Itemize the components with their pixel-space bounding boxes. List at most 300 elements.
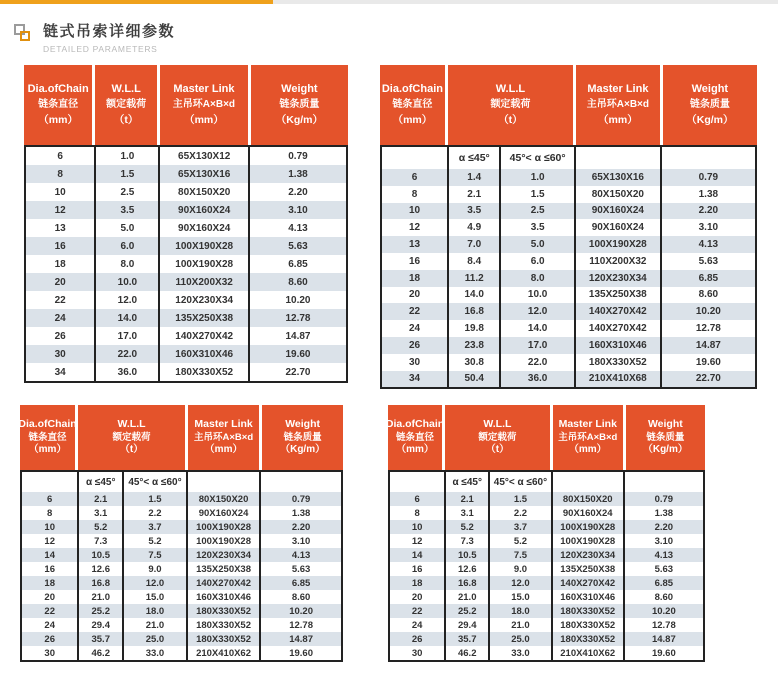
table-cell: 120X230X34 — [188, 548, 261, 562]
column-header-text: （mm） — [204, 444, 243, 456]
table-cell: 90X160X24 — [576, 203, 662, 220]
table-cell: 17.0 — [96, 327, 160, 345]
table-cell: 100X190X28 — [188, 534, 261, 548]
table-cell: 14.87 — [651, 633, 676, 645]
table-cell: 2.20 — [654, 521, 674, 533]
table-cell: 12 — [390, 534, 446, 548]
table-row — [26, 201, 346, 219]
table-cell: 12.6 — [79, 562, 124, 576]
column-header-text: （mm） — [38, 113, 78, 126]
subheader-cell: α ≤45° — [449, 147, 501, 169]
column-header-text: 额定载荷 — [490, 99, 531, 111]
table-cell: 10.5 — [79, 548, 124, 562]
table-cell: 19.60 — [651, 647, 676, 659]
wll-angle-subheader-row — [390, 472, 703, 492]
table-row — [26, 309, 346, 327]
table-body — [24, 145, 348, 383]
column-header-text: 链条质量 — [279, 99, 320, 111]
table-cell: 120X230X34 — [576, 270, 662, 287]
table-row — [382, 253, 755, 270]
column-header-text: 额定载荷 — [106, 99, 147, 111]
table-cell: 0.79 — [288, 150, 308, 162]
table-cell: 21.0 — [490, 618, 553, 632]
table-row — [390, 618, 703, 632]
column-header-text: （mm） — [598, 113, 638, 126]
subheader-cell — [261, 472, 341, 492]
table-row — [390, 548, 703, 562]
table-cell: 6 — [26, 147, 96, 165]
column-header-text: 主吊环A×B×d — [558, 431, 618, 443]
table-cell: 4.13 — [698, 239, 719, 251]
subheader-cell — [22, 472, 79, 492]
table-cell: 1.38 — [288, 168, 308, 180]
table-row — [26, 237, 346, 255]
table-cell: 21.0 — [446, 590, 490, 604]
table-cell: 0.79 — [698, 171, 719, 183]
column-header-text: （t） — [113, 113, 139, 126]
table-cell: 1.5 — [490, 492, 553, 506]
table-body — [20, 470, 343, 662]
table-row — [26, 363, 346, 381]
table-cell: 2.5 — [501, 203, 576, 220]
table-cell: 14.0 — [501, 320, 576, 337]
table-cell: 120X230X34 — [553, 548, 625, 562]
table-cell: 7.5 — [124, 548, 188, 562]
table-cell: 2.20 — [698, 205, 719, 217]
table-cell: 16.8 — [449, 303, 501, 320]
table-cell: 3.5 — [96, 201, 160, 219]
table-cell: 30.8 — [449, 354, 501, 371]
table-row — [26, 345, 346, 363]
table-cell: 24 — [22, 618, 79, 632]
table-cell: 2.1 — [446, 492, 490, 506]
table-cell: 17.0 — [501, 337, 576, 354]
table-cell: 14.87 — [285, 330, 311, 342]
column-header-text: （mm） — [28, 444, 67, 456]
table-row — [22, 632, 341, 646]
table-cell: 100X190X28 — [188, 520, 261, 534]
table-body — [388, 470, 705, 662]
table-cell: 3.1 — [446, 506, 490, 520]
table-cell: 2.20 — [291, 521, 311, 533]
wll-angle-subheader-row — [382, 147, 755, 169]
table-cell: 26 — [26, 327, 96, 345]
table-cell: 1.5 — [124, 492, 188, 506]
table-cell: 3.10 — [654, 535, 674, 547]
subheader-cell: α ≤45° — [446, 472, 490, 492]
column-header-3 — [160, 65, 251, 145]
table-cell: 13 — [26, 219, 96, 237]
table-cell: 10.5 — [446, 548, 490, 562]
table-cell: 5.63 — [288, 240, 308, 252]
table-cell: 160X310X46 — [553, 590, 625, 604]
table-cell: 36.0 — [501, 371, 576, 388]
table-cell: 180X330X52 — [188, 604, 261, 618]
table-cell: 80X150X20 — [160, 183, 250, 201]
table-cell: 7.3 — [446, 534, 490, 548]
table-cell: 18 — [382, 270, 449, 287]
table-row — [382, 219, 755, 236]
column-header-text: Master Link — [173, 83, 235, 96]
table-cell: 29.4 — [79, 618, 124, 632]
column-header-text: （Kg/m） — [686, 113, 734, 126]
table-row — [26, 255, 346, 273]
column-header-text: （Kg/m） — [280, 444, 326, 456]
table-row — [382, 371, 755, 388]
table-cell: 180X330X52 — [188, 632, 261, 646]
table-row — [382, 303, 755, 320]
column-header-text: Master Link — [194, 418, 253, 431]
table-cell: 35.7 — [446, 632, 490, 646]
table-row — [390, 576, 703, 590]
table-cell: 1.0 — [96, 147, 160, 165]
column-header-text: Master Link — [587, 83, 649, 96]
table-cell: 22 — [22, 604, 79, 618]
column-header-text: 链条质量 — [283, 431, 322, 443]
table-cell: 100X190X28 — [553, 520, 625, 534]
table-cell: 9.0 — [490, 562, 553, 576]
table-cell: 5.63 — [698, 255, 719, 267]
table-cell: 2.1 — [79, 492, 124, 506]
table-cell: 3.7 — [124, 520, 188, 534]
table-cell: 140X270X42 — [576, 320, 662, 337]
column-header-1 — [24, 65, 95, 145]
table-cell: 90X160X24 — [576, 219, 662, 236]
table-body — [380, 145, 757, 389]
table-row — [26, 273, 346, 291]
table-header-row — [385, 405, 705, 470]
table-cell: 0.79 — [291, 493, 311, 505]
table-row — [22, 646, 341, 660]
table-row — [22, 492, 341, 506]
table-cell: 14.87 — [289, 633, 313, 645]
column-header-text: 主吊环A×B×d — [194, 431, 254, 443]
table-row — [22, 590, 341, 604]
column-header-1 — [380, 65, 448, 145]
table-cell: 8 — [390, 506, 446, 520]
column-header-text: W.L.L — [117, 418, 146, 431]
table-cell: 140X270X42 — [188, 576, 261, 590]
column-header-text: 链条质量 — [689, 99, 730, 111]
overlapping-squares-icon — [14, 24, 34, 46]
table-row — [22, 618, 341, 632]
table-row — [26, 183, 346, 201]
table-cell: 12.78 — [289, 619, 313, 631]
table-cell: 3.10 — [288, 204, 308, 216]
table-cell: 1.0 — [501, 169, 576, 186]
column-header-text: W.L.L — [495, 83, 526, 96]
table-cell: 25.2 — [446, 604, 490, 618]
table-cell: 65X130X16 — [160, 165, 250, 183]
table-cell: 26 — [382, 337, 449, 354]
table-row — [382, 337, 755, 354]
table-cell: 8 — [26, 165, 96, 183]
table-cell: 80X150X20 — [553, 492, 625, 506]
table-cell: 10 — [26, 183, 96, 201]
table-cell: 6.0 — [501, 253, 576, 270]
wll-angle-subheader-row — [22, 472, 341, 492]
table-cell: 8.0 — [96, 255, 160, 273]
table-cell: 5.63 — [654, 563, 674, 575]
table-cell: 20 — [390, 590, 446, 604]
table-cell: 6 — [390, 492, 446, 506]
table-cell: 16 — [26, 237, 96, 255]
table-cell: 160X310X46 — [188, 590, 261, 604]
column-header-4 — [251, 65, 348, 145]
column-header-text: Master Link — [558, 418, 617, 431]
table-cell: 5.0 — [96, 219, 160, 237]
column-header-text: （mm） — [568, 444, 607, 456]
subheader-cell: α ≤45° — [79, 472, 124, 492]
table-cell: 3.10 — [698, 222, 719, 234]
table-cell: 6 — [22, 492, 79, 506]
table-cell: 18.0 — [490, 604, 553, 618]
table-row — [22, 534, 341, 548]
table-cell: 1.38 — [698, 188, 719, 200]
table-cell: 2.1 — [449, 186, 501, 203]
table-cell: 0.79 — [654, 493, 674, 505]
table-cell: 22.70 — [695, 373, 721, 385]
table-cell: 25.0 — [490, 632, 553, 646]
table-cell: 25.0 — [124, 632, 188, 646]
subheader-cell — [662, 147, 755, 169]
table-cell: 14.0 — [96, 309, 160, 327]
table-cell: 180X330X52 — [553, 632, 625, 646]
table-row — [390, 632, 703, 646]
column-header-text: （Kg/m） — [275, 113, 323, 126]
column-header-text: （mm） — [184, 113, 224, 126]
column-header-text: 链条质量 — [646, 431, 685, 443]
table-cell: 12.78 — [285, 312, 311, 324]
table-cell: 8.60 — [698, 289, 719, 301]
page-title: 链式吊索详细参数 — [43, 23, 176, 40]
table-row — [390, 506, 703, 520]
table-row — [22, 562, 341, 576]
table-cell: 18.0 — [124, 604, 188, 618]
table-header-row — [380, 65, 757, 145]
table-cell: 120X230X34 — [160, 291, 250, 309]
table-cell: 12.0 — [96, 291, 160, 309]
table-cell: 12.78 — [651, 619, 676, 631]
table-cell: 30 — [390, 646, 446, 660]
table-row — [382, 203, 755, 220]
table-cell: 4.13 — [291, 549, 311, 561]
column-header-text: 额定载荷 — [112, 431, 151, 443]
table-cell: 16 — [390, 562, 446, 576]
table-cell: 15.0 — [124, 590, 188, 604]
table-cell: 5.0 — [501, 236, 576, 253]
table-cell: 1.5 — [501, 186, 576, 203]
table-row — [382, 270, 755, 287]
column-header-3 — [188, 405, 262, 470]
table-cell: 80X150X20 — [576, 186, 662, 203]
table-cell: 1.4 — [449, 169, 501, 186]
table-cell: 10.20 — [695, 306, 721, 318]
table-cell: 22 — [382, 303, 449, 320]
table-cell: 8 — [22, 506, 79, 520]
subheader-cell — [625, 472, 703, 492]
table-cell: 12 — [26, 201, 96, 219]
table-row — [382, 186, 755, 203]
table-cell: 15.0 — [490, 590, 553, 604]
table-cell: 18 — [22, 576, 79, 590]
table-cell: 22 — [26, 291, 96, 309]
column-header-text: Dia.ofChain — [385, 418, 445, 431]
table-cell: 140X270X42 — [576, 303, 662, 320]
column-header-text: 链条直径 — [28, 431, 67, 443]
table-cell: 14 — [22, 548, 79, 562]
column-header-3 — [553, 405, 626, 470]
title-texts — [43, 20, 175, 54]
table-cell: 18 — [390, 576, 446, 590]
table-cell: 7.0 — [449, 236, 501, 253]
subheader-cell: 45°< α ≤60° — [124, 472, 188, 492]
table-rows — [22, 492, 341, 660]
table-cell: 8.60 — [288, 276, 308, 288]
table-cell: 8 — [382, 186, 449, 203]
subheader-cell — [553, 472, 625, 492]
table-cell: 30 — [382, 354, 449, 371]
table-cell: 80X150X20 — [188, 492, 261, 506]
table-cell: 4.13 — [288, 222, 308, 234]
table-cell: 6.0 — [96, 237, 160, 255]
table-cell: 24 — [382, 320, 449, 337]
column-header-text: （t） — [485, 444, 510, 456]
column-header-text: 链条直径 — [38, 99, 79, 111]
table-cell: 24 — [390, 618, 446, 632]
table-cell: 6.85 — [288, 258, 308, 270]
table-row — [382, 354, 755, 371]
table-cell: 12.0 — [490, 576, 553, 590]
table-cell: 110X200X32 — [576, 253, 662, 270]
table-cell: 3.5 — [501, 219, 576, 236]
column-header-text: 链条直径 — [392, 99, 433, 111]
table-cell: 140X270X42 — [160, 327, 250, 345]
column-header-text: 链条直径 — [396, 431, 435, 443]
table-cell: 2.2 — [124, 506, 188, 520]
column-header-text: （mm） — [392, 113, 433, 126]
column-header-text: （t） — [119, 444, 144, 456]
table-cell: 24 — [26, 309, 96, 327]
table-cell: 2.5 — [96, 183, 160, 201]
table-cell: 90X160X24 — [553, 506, 625, 520]
table-cell: 100X190X28 — [576, 236, 662, 253]
table-cell: 10.0 — [96, 273, 160, 291]
table-cell: 12.0 — [124, 576, 188, 590]
table-cell: 210X410X68 — [576, 371, 662, 388]
table-row — [382, 236, 755, 253]
column-header-text: 主吊环A×B×d — [586, 99, 649, 111]
table-row — [26, 291, 346, 309]
table-cell: 9.0 — [124, 562, 188, 576]
table-row — [26, 327, 346, 345]
table-cell: 22.70 — [285, 366, 311, 378]
table-cell: 4.13 — [654, 549, 674, 561]
table-cell: 10 — [382, 203, 449, 220]
table-cell: 5.2 — [79, 520, 124, 534]
column-header-3 — [576, 65, 663, 145]
table-cell: 14.0 — [449, 287, 501, 304]
table-cell: 21.0 — [124, 618, 188, 632]
table-cell: 10.20 — [651, 605, 676, 617]
table-cell: 180X330X52 — [576, 354, 662, 371]
table-row — [26, 219, 346, 237]
table-cell: 2.2 — [490, 506, 553, 520]
column-header-2 — [95, 65, 160, 145]
table-cell: 7.3 — [79, 534, 124, 548]
table-row — [22, 548, 341, 562]
table-cell: 160X310X46 — [576, 337, 662, 354]
table-cell: 29.4 — [446, 618, 490, 632]
subheader-cell — [390, 472, 446, 492]
table-cell: 22 — [390, 604, 446, 618]
table-rows — [382, 169, 755, 387]
column-header-text: Weight — [281, 83, 318, 96]
table-cell: 12 — [22, 534, 79, 548]
table-cell: 46.2 — [79, 646, 124, 660]
table-cell: 180X330X52 — [188, 618, 261, 632]
subheader-cell: 45°< α ≤60° — [501, 147, 576, 169]
column-header-text: （t） — [498, 113, 523, 126]
table-cell: 1.5 — [96, 165, 160, 183]
table-cell: 8.4 — [449, 253, 501, 270]
chain-sling-spec-table-4 — [385, 405, 705, 662]
chain-sling-spec-table-1 — [24, 65, 348, 383]
table-cell: 10 — [22, 520, 79, 534]
table-cell: 12 — [382, 219, 449, 236]
table-cell: 20 — [382, 287, 449, 304]
table-cell: 210X410X62 — [553, 646, 625, 660]
table-row — [382, 169, 755, 186]
table-cell: 50.4 — [449, 371, 501, 388]
column-header-4 — [262, 405, 343, 470]
table-cell: 16.8 — [79, 576, 124, 590]
table-cell: 7.5 — [490, 548, 553, 562]
chain-sling-spec-table-2 — [380, 65, 757, 389]
table-cell: 180X330X52 — [160, 363, 250, 381]
table-cell: 20 — [26, 273, 96, 291]
table-cell: 19.60 — [695, 356, 721, 368]
table-cell: 10 — [390, 520, 446, 534]
column-header-1 — [20, 405, 78, 470]
table-cell: 90X160X24 — [160, 219, 250, 237]
subheader-cell — [188, 472, 261, 492]
top-accent-bar — [0, 0, 778, 4]
table-cell: 46.2 — [446, 646, 490, 660]
table-rows — [390, 492, 703, 660]
table-row — [390, 520, 703, 534]
column-header-4 — [663, 65, 757, 145]
table-cell: 180X330X52 — [553, 604, 625, 618]
table-cell: 36.0 — [96, 363, 160, 381]
table-row — [390, 492, 703, 506]
table-cell: 2.20 — [288, 186, 308, 198]
column-header-2 — [445, 405, 553, 470]
table-cell: 65X130X16 — [576, 169, 662, 186]
table-cell: 180X330X52 — [553, 618, 625, 632]
table-cell: 100X190X28 — [160, 255, 250, 273]
column-header-text: 额定载荷 — [478, 431, 517, 443]
table-cell: 135X250X38 — [160, 309, 250, 327]
table-cell: 110X200X32 — [160, 273, 250, 291]
orange-square-icon-part — [20, 31, 30, 41]
table-cell: 19.60 — [285, 348, 311, 360]
column-header-text: （mm） — [396, 444, 434, 456]
table-cell: 22.0 — [96, 345, 160, 363]
table-cell: 3.5 — [449, 203, 501, 220]
table-row — [22, 576, 341, 590]
subheader-cell: 45°< α ≤60° — [490, 472, 553, 492]
